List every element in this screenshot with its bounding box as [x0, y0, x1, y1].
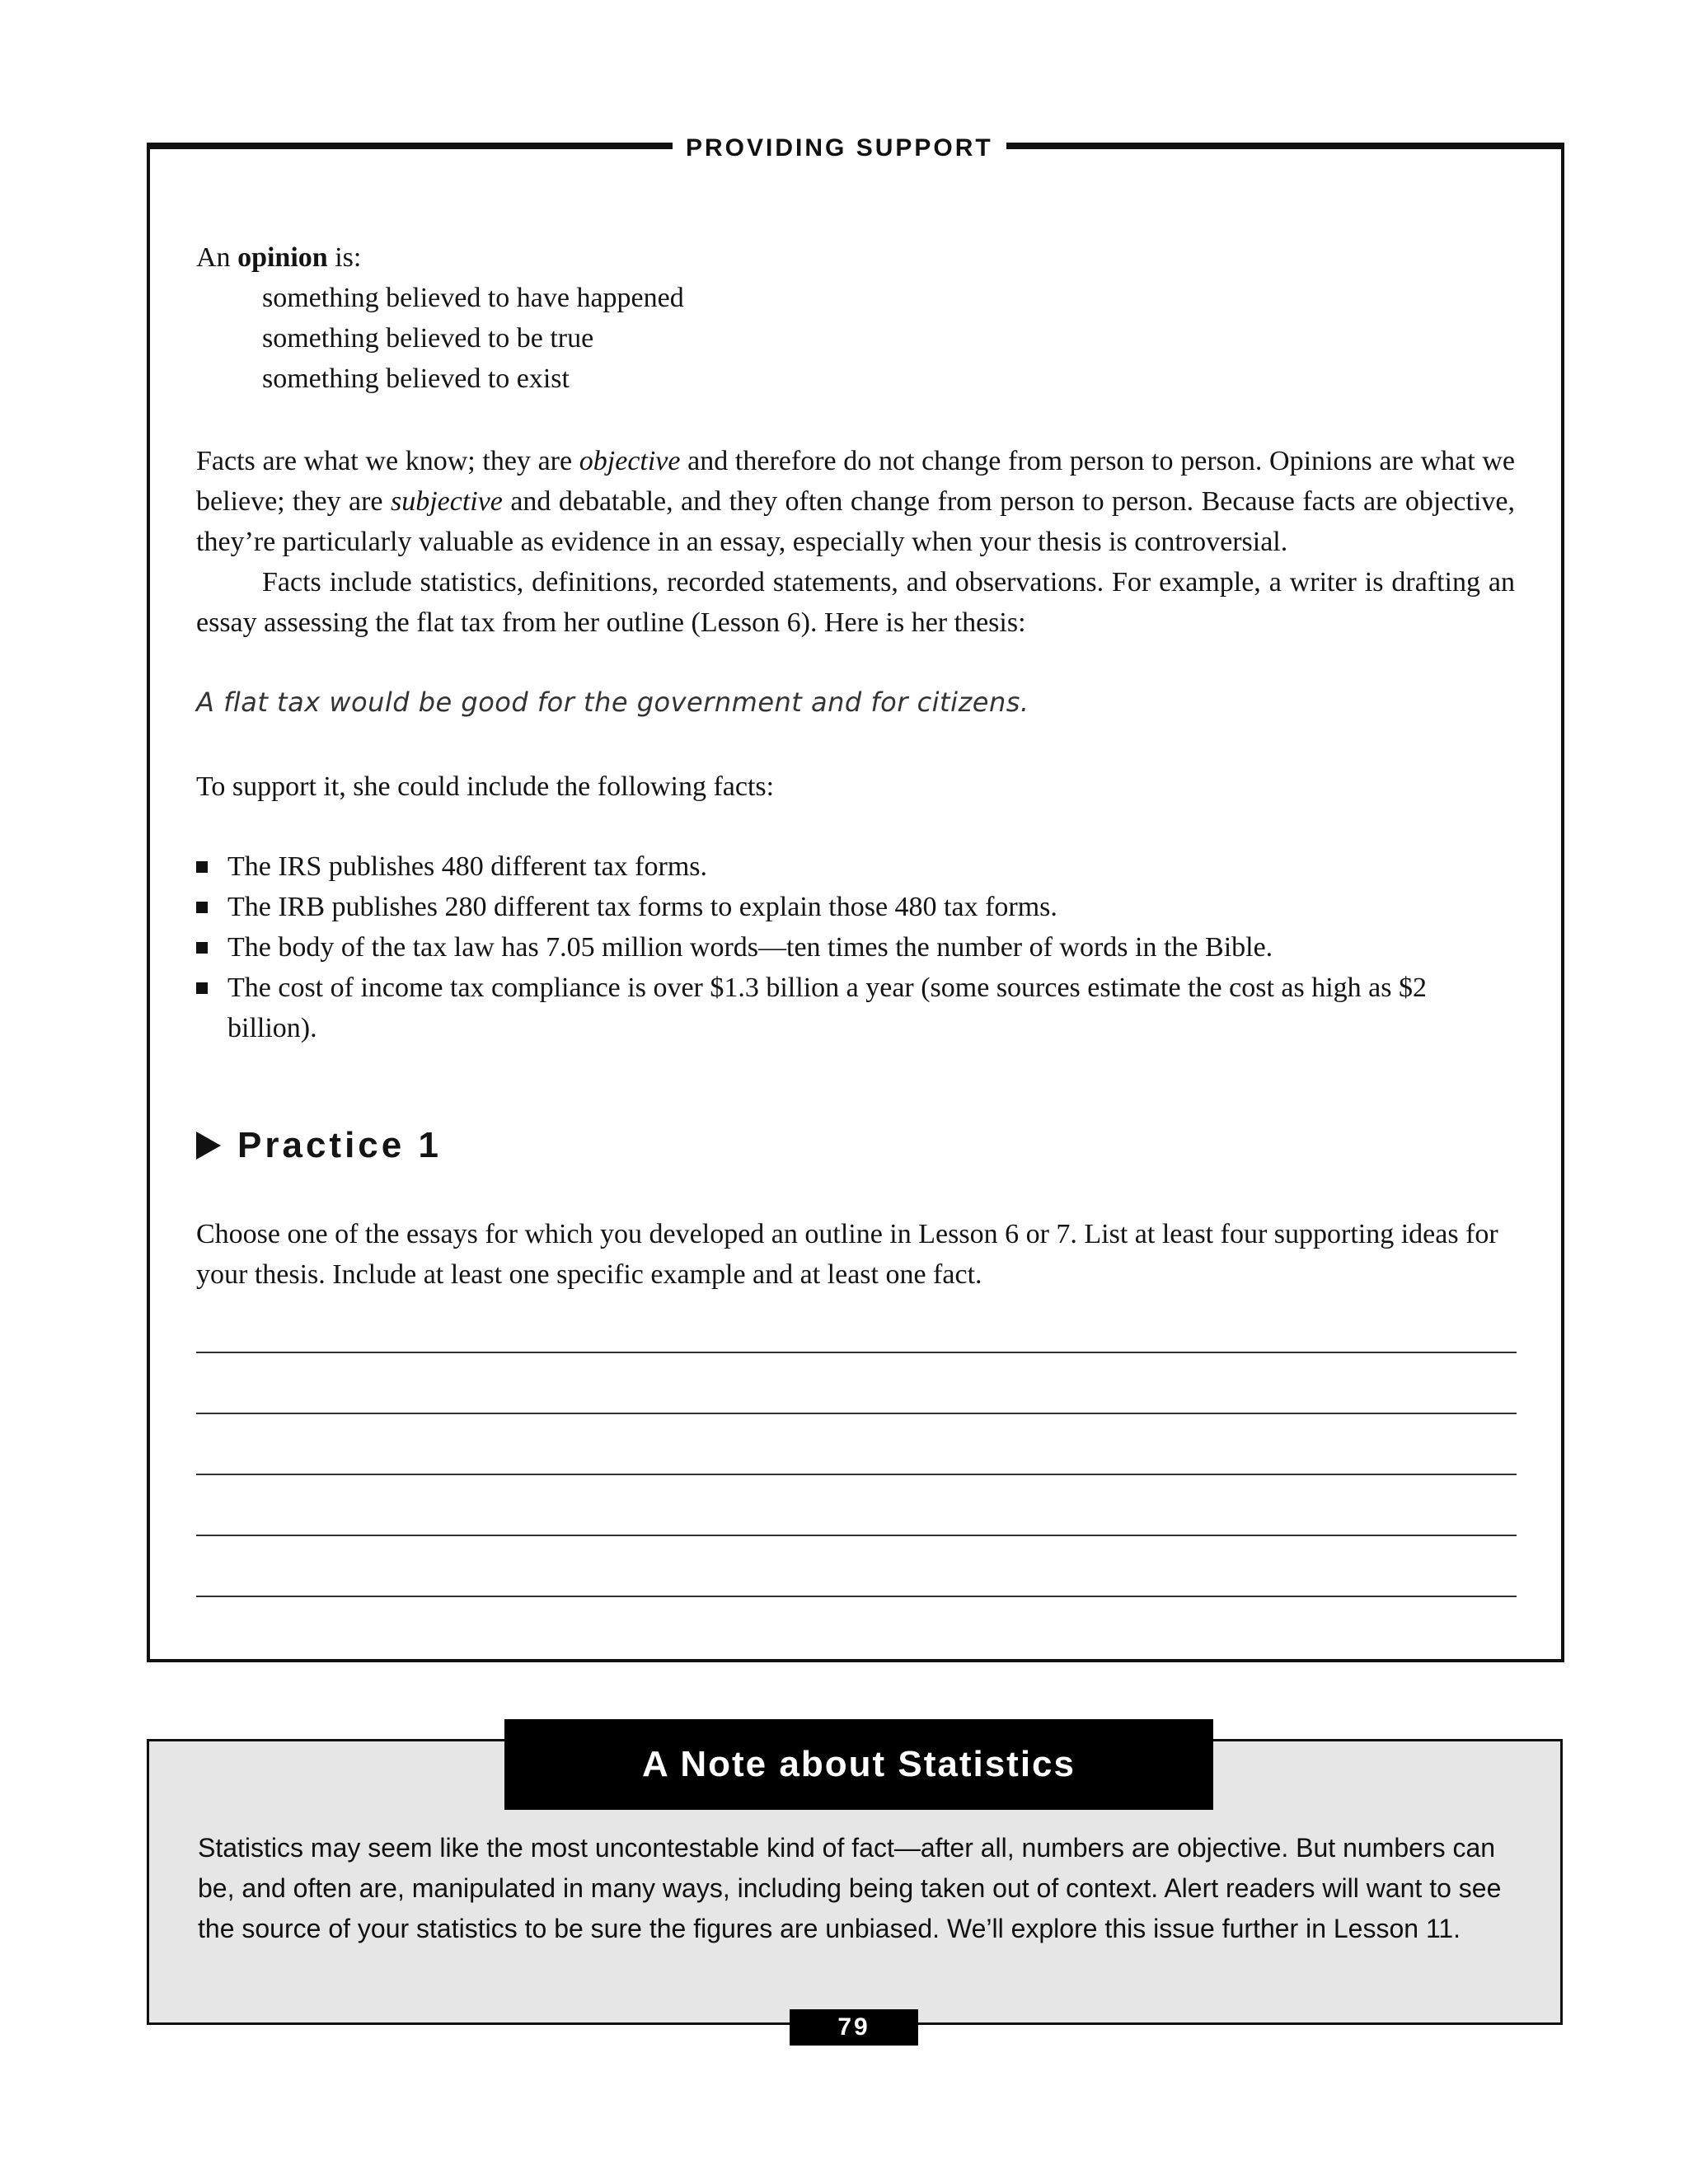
support-intro: To support it, she could include the following facts: — [196, 771, 775, 802]
opinion-item: something believed to have happened — [262, 283, 684, 313]
triangle-right-icon — [196, 1132, 221, 1160]
list-item — [196, 927, 1515, 968]
opinion-item: something believed to be true — [262, 323, 594, 354]
opinion-intro-pre: An — [196, 242, 238, 273]
opinion-intro-post: is: — [327, 242, 362, 273]
fact-text: The body of the tax law has 7.05 million words—ten times the number of words in the Bible. — [227, 932, 1273, 963]
facts-paragraph — [196, 441, 1515, 643]
bullet-square-icon — [196, 902, 208, 913]
answer-line[interactable] — [196, 1474, 1517, 1475]
practice-title: Practice 1 — [237, 1125, 442, 1165]
page-number: 79 — [790, 2009, 918, 2046]
list-item — [196, 887, 1515, 927]
answer-line[interactable] — [196, 1352, 1517, 1353]
thesis-example: A flat tax would be good for the government and for citizens. — [196, 687, 1029, 718]
bullet-square-icon — [196, 861, 208, 873]
list-item — [196, 846, 1515, 887]
list-item — [196, 968, 1515, 1048]
bullet-square-icon — [196, 982, 208, 994]
opinion-term: opinion — [237, 242, 328, 273]
practice-heading — [196, 1125, 442, 1166]
fact-text: The IRB publishes 280 different tax forms to explain those 480 tax forms. — [227, 892, 1057, 922]
p1-part-a: Facts are what we know; they are — [196, 446, 579, 476]
opinion-item: something believed to exist — [262, 363, 570, 394]
answer-line[interactable] — [196, 1535, 1517, 1536]
bullet-square-icon — [196, 942, 208, 954]
note-text: Statistics may seem like the most uncontestable kind of fact—after all, numbers are objective. But numbers can be, and often are, manipulated in many ways, including being taken out of context. Alert readers will want to see the source of your statistics to be sure the figures are unbiased. We’ll explore this issue further in Lesson 11. — [198, 1833, 1502, 1943]
p1-part-e: and debatable, and they often change from person to person. Because facts are objective, they’re particularly valuable as evidence in an essay, especially when your thesis is controversial. — [196, 486, 1515, 557]
fact-text: The IRS publishes 480 different tax forms. — [227, 851, 708, 882]
section-header: PROVIDING SUPPORT — [673, 132, 1006, 165]
paragraph-1 — [196, 441, 1515, 562]
opinion-intro — [196, 237, 1515, 278]
paragraph-2: Facts include statistics, definitions, recorded statements, and observations. For example, a writer is drafting an essay assessing the flat tax from her outline (Lesson 6). Here is her thesis: — [196, 567, 1515, 638]
facts-list — [196, 846, 1515, 1048]
answer-line[interactable] — [196, 1413, 1517, 1414]
p1-objective: objective — [579, 446, 681, 476]
p1-part-c: and therefore do not change from person to person. Opinions are what we believe; they are — [196, 446, 1515, 517]
note-title: A Note about Statistics — [504, 1719, 1213, 1810]
p1-subjective: subjective — [390, 486, 503, 517]
opinion-definition — [196, 237, 1515, 399]
practice-instructions: Choose one of the essays for which you developed an outline in Lesson 6 or 7. List at least four supporting ideas for your thesis. Include at least one specific example and at least one fact. — [196, 1219, 1498, 1290]
fact-text: The cost of income tax compliance is over $1.3 billion a year (some sources estimate the cost as high as $2 billion). — [227, 972, 1427, 1043]
answer-line[interactable] — [196, 1596, 1517, 1597]
